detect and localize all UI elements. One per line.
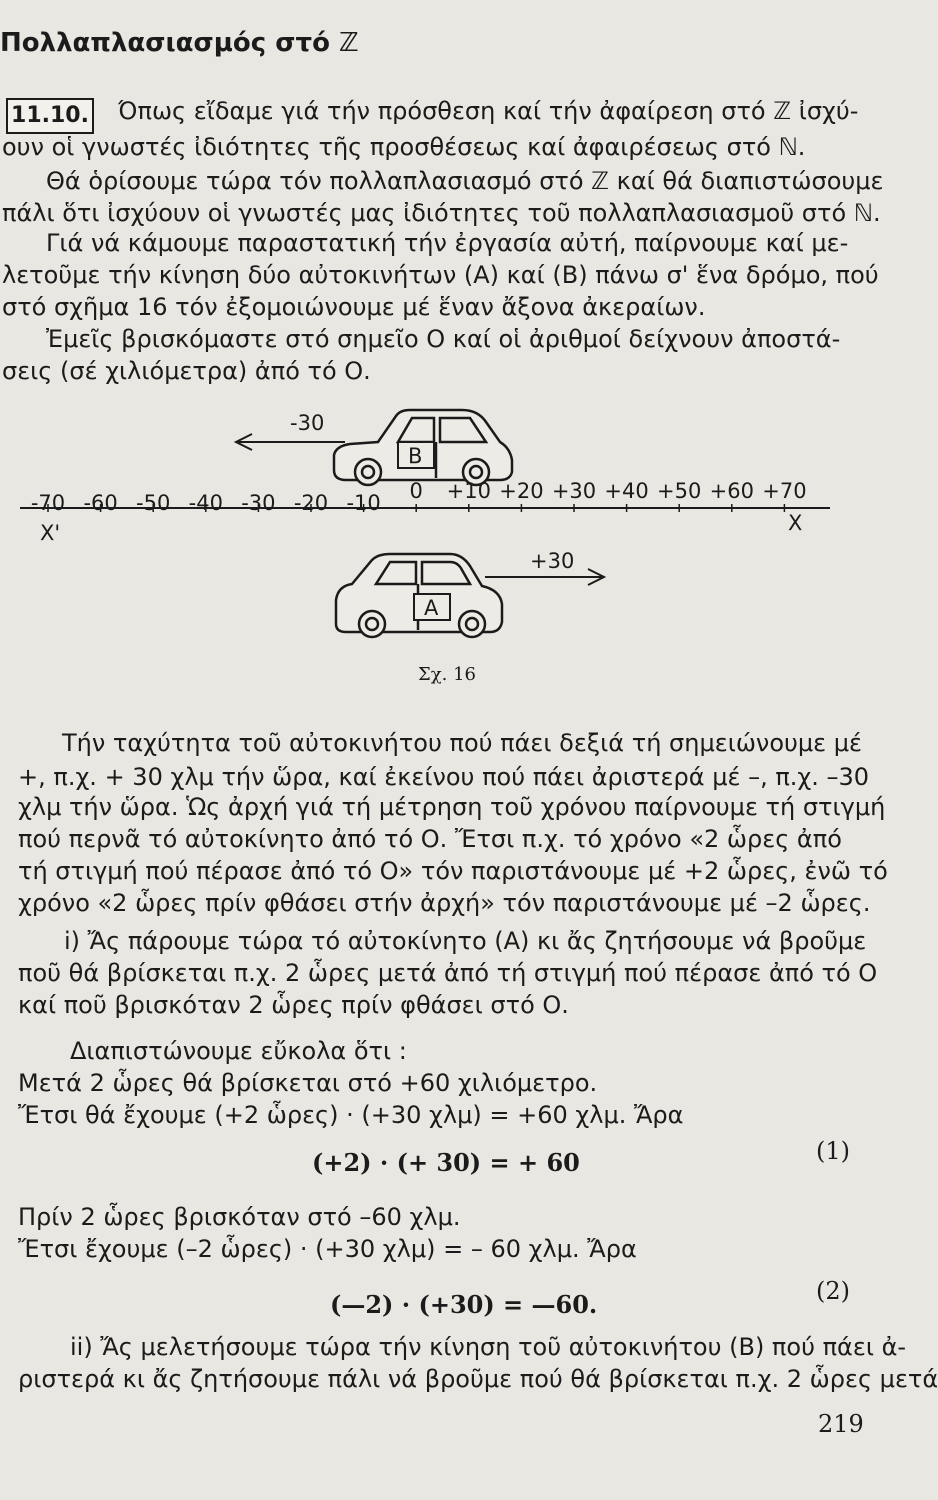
body-line: Τήν ταχύτητα τοῦ αὐτοκινήτου πού πάει δεξιά τή σημειώνουμε μέ	[62, 729, 863, 757]
body-line: ποῦ θά βρίσκεται π.χ. 2 ὧρες μετά ἀπό τή στιγμή πού πέρασε ἀπό τό Ο	[18, 959, 878, 987]
figure-caption: Σχ. 16	[418, 664, 476, 685]
car-a-label: Α	[424, 596, 439, 620]
body-line: Μετά 2 ὧρες θά βρίσκεται στό +60 χιλιόμετρο.	[18, 1069, 598, 1097]
body-line: +, π.χ. + 30 χλμ τήν ὥρα, καί ἐκείνου πού πάει ἀριστερά μέ –, π.χ. –30	[18, 763, 870, 791]
intro-line: στό σχῆμα 16 τόν ἐξομοιώνουμε μέ ἕναν ἄξονα ἀκεραίων.	[2, 293, 706, 321]
intro-line: Γιά νά κάμουμε παραστατική τήν ἐργασία αὐτή, παίρνουμε καί με-	[46, 229, 849, 257]
car-b-label: Β	[408, 444, 423, 468]
axis-tick-label: -50	[136, 491, 171, 515]
car-a-speed: +30	[530, 549, 575, 573]
axis-tick-label: +70	[762, 479, 807, 503]
car-b-speed: -30	[290, 411, 325, 435]
body-line: χρόνο «2 ὧρες πρίν φθάσει στήν ἀρχή» τόν παριστάνουμε μέ –2 ὧρες.	[18, 889, 871, 917]
intro-line: Ἐμεῖς βρισκόμαστε στό σημεῖο Ο καί οἱ ἀριθμοί δείχνουν ἀποστά-	[46, 325, 841, 353]
body-line: χλμ τήν ὥρα. Ὡς ἀρχή γιά τή μέτρηση τοῦ χρόνου παίρνουμε τή στιγμή	[18, 793, 886, 821]
body-line: Ἔτσι θά ἔχουμε (+2 ὧρες) · (+30 χλμ) = +60 χλμ. Ἄρα	[18, 1101, 684, 1129]
body-line: i) Ἄς πάρουμε τώρα τό αὐτοκίνητο (Α) κι ἄς ζητήσουμε νά βροῦμε	[64, 927, 867, 955]
axis-ticks	[31, 479, 807, 515]
equation-1-number: (1)	[816, 1137, 850, 1165]
body-line: ριστερά κι ἄς ζητήσουμε πάλι νά βροῦμε πού θά βρίσκεται π.χ. 2 ὧρες μετά	[18, 1365, 938, 1393]
body-line: τή στιγμή πού πέρασε ἀπό τό Ο» τόν παριστάνουμε μέ +2 ὧρες, ἐνῶ τό	[18, 857, 888, 885]
intro-line: πάλι ὅτι ἰσχύουν οἱ γνωστές μας ἰδιότητες τοῦ πολλαπλασιασμοῦ στό ℕ.	[2, 199, 881, 227]
axis-left-end-label: Χ'	[40, 521, 61, 545]
equation-2-number: (2)	[816, 1277, 850, 1305]
intro-line: ουν οἱ γνωστές ἰδιότητες τῆς προσθέσεως καί ἀφαιρέσεως στό ℕ.	[2, 133, 806, 161]
figure-16	[0, 400, 938, 700]
axis-tick-label: +50	[657, 479, 702, 503]
body-line: ii) Ἄς μελετήσουμε τώρα τήν κίνηση τοῦ αὐτοκινήτου (Β) πού πάει ἀ-	[70, 1333, 907, 1361]
axis-tick-label: -70	[30, 491, 66, 515]
intro-line: λετοῦμε τήν κίνηση δύο αὐτοκινήτων (Α) καί (Β) πάνω σ' ἕνα δρόμο, πού	[2, 261, 879, 289]
equation-1: (+2) · (+ 30) = + 60	[312, 1148, 580, 1177]
axis-tick-label: +40	[604, 479, 649, 503]
axis-tick-label: 0	[409, 479, 423, 503]
axis-tick-label: -20	[293, 491, 329, 515]
axis-tick-label: +20	[499, 479, 544, 503]
body-line: Ἔτσι ἔχουμε (–2 ὧρες) · (+30 χλμ) = – 60 χλμ. Ἄρα	[18, 1235, 637, 1263]
axis-tick-label: -30	[241, 491, 276, 515]
intro-line: Θά ὁρίσουμε τώρα τόν πολλαπλασιασμό στό ℤ καί θά διαπιστώσουμε	[46, 167, 884, 195]
body-line: Διαπιστώνουμε εὔκολα ὅτι :	[70, 1037, 407, 1065]
axis-tick-label: -60	[83, 491, 118, 515]
axis-tick-label: +30	[551, 479, 597, 503]
equation-2: (—2) · (+30) = —60.	[330, 1290, 598, 1319]
intro-line: Όπως εἴδαμε γιά τήν πρόσθεση καί τήν ἀφαίρεση στό ℤ ἰσχύ-	[118, 97, 859, 125]
intro-line: σεις (σέ χιλιόμετρα) ἀπό τό Ο.	[2, 357, 371, 385]
body-line: πού περνᾶ τό αὐτοκίνητο ἀπό τό Ο. Ἔτσι π.χ. τό χρόνο «2 ὧρες ἀπό	[18, 825, 842, 853]
axis-right-end-label: Χ	[788, 511, 803, 535]
section-number-box: 11.10.	[6, 98, 94, 134]
axis-tick-label: +60	[709, 479, 754, 503]
body-line: καί ποῦ βρισκόταν 2 ὧρες πρίν φθάσει στό Ο.	[18, 991, 569, 1019]
section-heading: Πολλαπλασιασμός στό ℤ	[0, 28, 359, 58]
axis-tick-label: +10	[446, 479, 491, 503]
body-line: Πρίν 2 ὧρες βρισκόταν στό –60 χλμ.	[18, 1203, 461, 1231]
axis-tick-label: -40	[188, 491, 223, 515]
page-number: 219	[818, 1410, 864, 1438]
axis-tick-label: -10	[346, 491, 381, 515]
